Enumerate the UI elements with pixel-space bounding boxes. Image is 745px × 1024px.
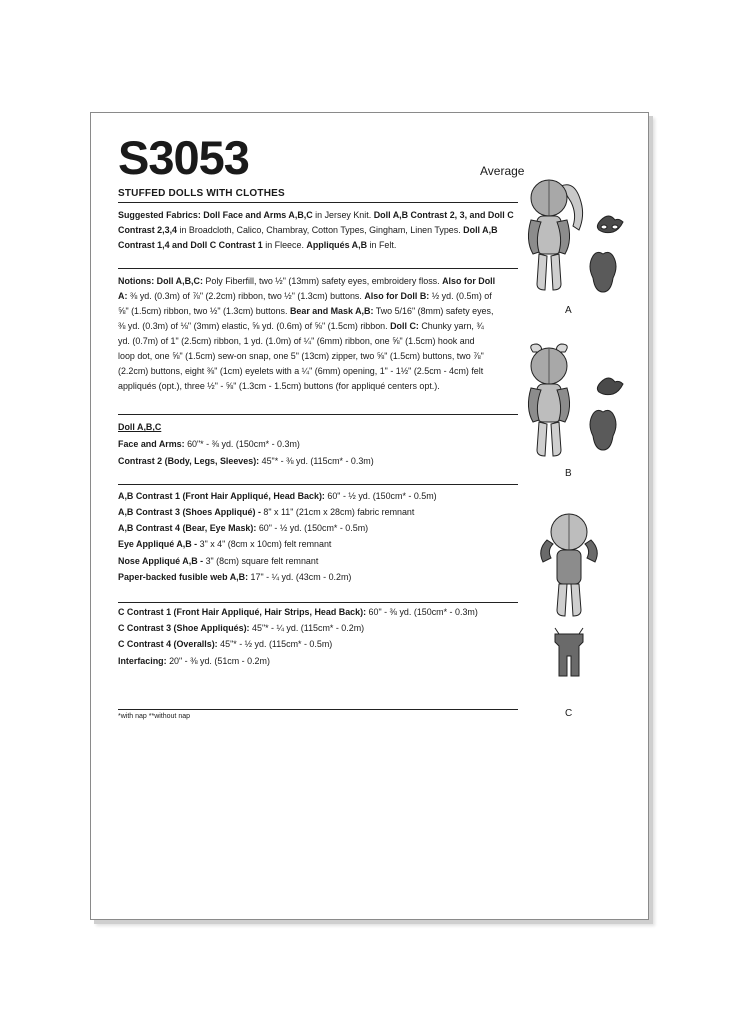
doll-abc-row-2: Contrast 2 (Body, Legs, Sleeves): 45"* - ⅜ yd. (115cm* - 0.3m) (118, 456, 374, 467)
doll-abc-row-1: Face and Arms: 60"* - ⅜ yd. (150cm* - 0.3m) (118, 439, 300, 450)
fabrics-line-3: Contrast 1,4 and Doll C Contrast 1 in Fleece. Appliqués A,B in Felt. (118, 240, 397, 251)
view-a-label: A (565, 305, 572, 316)
divider (118, 202, 518, 203)
pattern-title: STUFFED DOLLS WITH CLOTHES (118, 188, 285, 199)
notions-line-2: A: ⅜ yd. (0.3m) of ⅞" (2.2cm) ribbon, two ½" (1.3cm) buttons. Also for Doll B: ½ yd. (0.5m) of (118, 291, 492, 302)
ab-row-3: A,B Contrast 4 (Bear, Eye Mask): 60" - ½ yd. (150cm* - 0.5m) (118, 523, 369, 534)
ab-row-1: A,B Contrast 1 (Front Hair Appliqué, Head Back): 60" - ½ yd. (150cm* - 0.5m) (118, 491, 437, 502)
divider (118, 709, 518, 710)
c-row-1: C Contrast 1 (Front Hair Appliqué, Hair Strips, Head Back): 60" - ⅜ yd. (150cm* - 0.3m) (118, 607, 478, 618)
ab-row-2: A,B Contrast 3 (Shoes Appliqué) - 8" x 11" (21cm x 28cm) fabric remnant (118, 507, 415, 518)
view-c-label: C (565, 708, 573, 719)
notions-line-4: ⅜ yd. (0.3m) of ⅛" (3mm) elastic, ⅝ yd. (0.6m) of ⅝" (1.5cm) ribbon. Doll C: Chunky yarn, ¾ (118, 321, 484, 332)
c-row-2: C Contrast 3 (Shoe Appliqués): 45"* - ¼ yd. (115cm* - 0.2m) (118, 623, 365, 634)
doll-abc-heading: Doll A,B,C (118, 422, 162, 433)
c-row-4: Interfacing: 20" - ⅜ yd. (51cm - 0.2m) (118, 656, 270, 667)
fabrics-line-1: Suggested Fabrics: Doll Face and Arms A,B,C in Jersey Knit. Doll A,B Contrast 2, 3, and Doll C (118, 210, 514, 221)
footnote: *with nap **without nap (118, 713, 190, 720)
notions-line-7: (2.2cm) buttons, eight ⅜" (1cm) eyelets with a ¼" (6mm) opening, 1" - 1½" (2.5cm - 4cm) felt (118, 366, 484, 377)
ab-row-6: Paper-backed fusible web A,B: 17" - ¼ yd. (43cm - 0.2m) (118, 572, 352, 583)
notions-line-8: appliqués (opt.), three ½" - ⅝" (1.3cm - 1.5cm) buttons (for appliqué centers opt.). (118, 381, 440, 392)
ab-row-4: Eye Appliqué A,B - 3" x 4" (8cm x 10cm) felt remnant (118, 539, 332, 550)
ab-row-5: Nose Appliqué A,B - 3" (8cm) square felt remnant (118, 556, 319, 567)
divider (118, 414, 518, 415)
notions-line-3: ⅝" (1.5cm) ribbon, two ½" (1.3cm) buttons. Bear and Mask A,B: Two 5/16" (8mm) safety eyes, (118, 306, 494, 317)
doll-b-illustration (515, 342, 630, 464)
difficulty-label: Average (480, 164, 525, 178)
notions-line-5: yd. (0.7m) of 1" (2.5cm) ribbon, 1 yd. (1.0m) of ¼" (6mm) ribbon, one ⅝" (1.5cm) hook and (118, 336, 475, 347)
fabrics-line-2: Contrast 2,3,4 in Broadcloth, Calico, Chambray, Cotton Types, Gingham, Linen Types. Doll A,B (118, 225, 498, 236)
pattern-code: S3053 (118, 131, 249, 184)
doll-c-illustration (525, 510, 615, 710)
notions-line-6: loop dot, one ⅝" (1.5cm) sew-on snap, one 5" (13cm) zipper, two ⅝" (1.5cm) buttons, two ⅞" (118, 351, 484, 362)
notions-line-1: Notions: Doll A,B,C: Poly Fiberfill, two ½" (13mm) safety eyes, embroidery floss. Also for Doll (118, 276, 496, 287)
divider (118, 602, 518, 603)
doll-a-illustration (515, 172, 630, 302)
divider (118, 268, 518, 269)
divider (118, 484, 518, 485)
view-b-label: B (565, 468, 572, 479)
c-row-3: C Contrast 4 (Overalls): 45"* - ½ yd. (115cm* - 0.5m) (118, 639, 333, 650)
